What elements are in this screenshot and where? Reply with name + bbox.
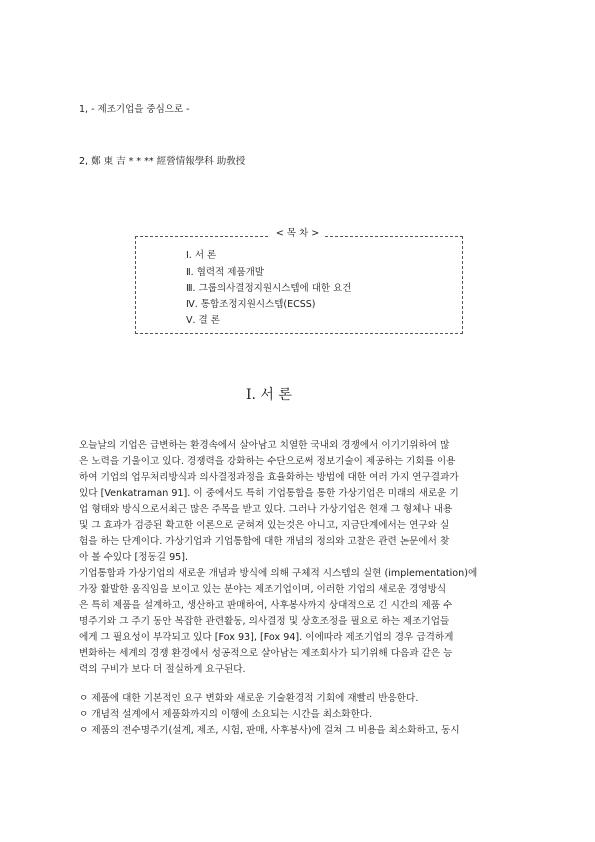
toc-heading: < 목 차 >	[0, 225, 595, 239]
body-line: 명주기와 그 주기 동안 복잡한 관련활동, 의사결정 및 상호조정을 필요로 하는 제조기업들	[79, 616, 450, 627]
toc-item: Ⅳ. 통합조정지원시스템(ECSS)	[186, 299, 316, 310]
body-line: 은 특히 제품을 설계하고, 생산하고 판매하여, 사후봉사까지 상대적으로 긴 시간의 제품 수	[79, 600, 453, 611]
body-line: 기업통합과 가상기업의 새로운 개념과 방식에 의해 구체적 시스템의 실현 (implementation)에	[79, 568, 478, 579]
body-line: 은 노력을 기울이고 있다. 경쟁력을 강화하는 수단으로써 정보기술이 제공하는 기회를 이용	[79, 456, 456, 467]
toc-item: Ⅱ. 협력적 제품개발	[186, 267, 264, 278]
toc-item: Ⅰ. 서 론	[186, 250, 217, 261]
body-line: 험을 하는 단계이다. 가상기업과 기업통합에 대한 개념의 정의와 고찰은 관련 논문에서 찾	[79, 536, 450, 547]
body-line: 및 그 효과가 검증된 확고한 이론으로 굳혀져 있는것은 아니고, 지금단계에서는 연구와 실	[79, 520, 450, 531]
header-line-2: 2, 鄭 東 吉 * * ** 經營情報學科 助敎授	[79, 156, 246, 167]
header-line-1: 1, - 제조기업을 중심으로 -	[79, 104, 190, 115]
body-line: 하여 기업의 업무처리방식과 의사결정과정을 효율화하는 방법에 대한 여러 가지 연구결과가	[79, 472, 459, 483]
body-line: 오늘날의 기업은 급변하는 환경속에서 살아남고 치열한 국내외 경쟁에서 이기기위하여 많	[79, 440, 450, 451]
body-line: 아 볼 수있다 [정동길 95].	[79, 552, 189, 563]
body-line: 업 형태와 방식으로서최근 많은 주목을 받고 있다. 그러나 가상기업은 현재 그 형체나 내용	[79, 504, 453, 515]
body-line: 있다 [Venkatraman 91]. 이 중에서도 특히 기업통합을 통한 가상기업은 미래의 새로운 기	[79, 488, 459, 499]
bullet-item: ㅇ 제품에 대한 기본적인 요구 변화와 새로운 기술환경적 기회에 재빨리 반응한다.	[79, 693, 419, 704]
bullet-item: ㅇ 개념적 설계에서 제품화까지의 이행에 소요되는 시간을 최소화한다.	[79, 709, 373, 720]
toc-item: Ⅲ. 그룹의사결정지원시스템에 대한 요건	[186, 283, 352, 294]
body-line: 변화하는 세계의 경쟁 환경에서 성공적으로 살아남는 제조회사가 되기위해 다음과 같은 능	[79, 648, 453, 659]
body-line: 에게 그 필요성이 부각되고 있다 [Fox 93], [Fox 94]. 이에따라 제조기업의 경우 급격하게	[79, 632, 454, 643]
section-title: Ⅰ. 서 론	[246, 387, 292, 403]
body-line: 가장 활발한 움직임을 보이고 있는 분야는 제조기업이며, 이러한 기업의 새로운 경영방식	[79, 584, 447, 595]
body-line: 력의 구비가 보다 더 절실하게 요구된다.	[79, 664, 246, 675]
toc-item: Ⅴ. 결 론	[186, 315, 220, 326]
bullet-item: ㅇ 제품의 전수명주기(설계, 제조, 시험, 판매, 사후봉사)에 걸쳐 그 비용을 최소화하고, 동시	[79, 725, 460, 736]
